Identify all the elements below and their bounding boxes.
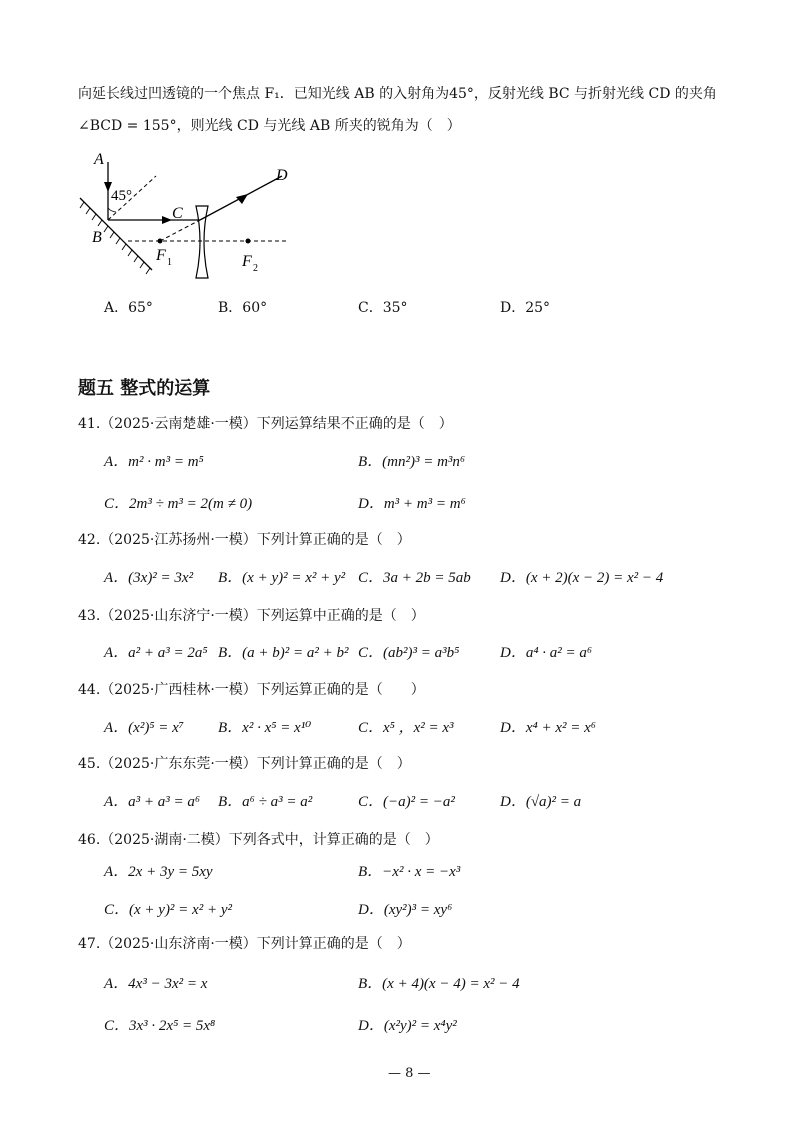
q44-option-a: A．(x²)⁵ = x⁷ xyxy=(104,720,185,736)
q45-option-a: A．a³ + a³ = a⁶ xyxy=(104,794,201,810)
q44-option-c: C．x⁵ ，x² = x³ xyxy=(358,720,454,736)
q46-option-a: A．2x + 3y = 5xy xyxy=(104,864,213,880)
ray-cd-arrow xyxy=(236,194,248,204)
page-number: — 8 — xyxy=(388,1066,431,1081)
q46-option-b: B．−x² · x = −x³ xyxy=(358,864,461,880)
q47-option-d: D．(x²y)² = x⁴y² xyxy=(358,1018,457,1034)
q47-stem: 47.（2025·山东济南·一模）下列计算正确的是（ ） xyxy=(78,936,411,952)
q42-option-b: B．(x + y)² = x² + y² xyxy=(218,570,346,586)
q42-stem: 42.（2025·江苏扬州·一模）下列计算正确的是（ ） xyxy=(78,532,411,548)
q42-option-c: C．3a + 2b = 5ab xyxy=(358,570,471,586)
q41-option-c: C．2m³ ÷ m³ = 2(m ≠ 0) xyxy=(104,496,253,512)
q41-option-a: A．m² · m³ = m⁵ xyxy=(104,454,204,470)
q41-option-b: B．(mn²)³ = m³n⁶ xyxy=(358,454,466,470)
q42-option-a: A．(3x)² = 3x² xyxy=(104,570,194,586)
focal-point-f1 xyxy=(158,239,163,244)
q47-option-b: B．(x + 4)(x − 4) = x² − 4 xyxy=(358,976,520,992)
section-title: 题五 整式的运算 xyxy=(78,378,211,399)
q44-option-b: B．x² · x⁵ = x¹⁰ xyxy=(218,720,312,736)
q46-option-c: C．(x + y)² = x² + y² xyxy=(104,902,232,918)
label-c: C xyxy=(172,205,183,222)
q41-stem: 41.（2025·云南楚雄·一模）下列运算结果不正确的是（ ） xyxy=(78,416,453,432)
label-angle: 45° xyxy=(111,188,132,204)
angle-arc xyxy=(108,208,116,212)
q47-option-c: C．3x³ · 2x⁵ = 5x⁸ xyxy=(104,1018,216,1034)
q43-stem: 43.（2025·山东济宁·一模）下列运算中正确的是（ ） xyxy=(78,608,425,624)
q45-option-d: D．(√a)² = a xyxy=(500,794,582,810)
label-a: A xyxy=(94,151,104,168)
intro-line-2: ∠BCD = 155°，则光线 CD 与光线 AB 所夹的锐角为（ ） xyxy=(78,118,461,134)
q44-option-d: D．x⁴ + x² = x⁶ xyxy=(500,720,596,736)
label-d: D xyxy=(276,167,288,184)
q40-option-d: D．25° xyxy=(500,300,551,316)
q41-option-d: D．m³ + m³ = m⁶ xyxy=(358,496,466,512)
q40-option-c: C．35° xyxy=(358,300,408,316)
mirror-hatching xyxy=(80,202,150,274)
label-f1: F xyxy=(156,247,166,264)
q47-option-a: A．4x³ − 3x² = x xyxy=(104,976,208,992)
intro-line-1: 向延长线过凹透镜的一个焦点 F₁．已知光线 AB 的入射角为45°，反射光线 BC 与折射光线 CD 的夹角 xyxy=(78,86,717,102)
focal-point-f2 xyxy=(246,239,251,244)
q43-option-b: B．(a + b)² = a² + b² xyxy=(218,645,349,661)
q46-stem: 46.（2025·湖南·二模）下列各式中，计算正确的是（ ） xyxy=(78,832,439,848)
label-f1-sub: 1 xyxy=(167,257,172,268)
mirror-line xyxy=(80,198,152,270)
q43-option-a: A．a² + a³ = 2a⁵ xyxy=(104,645,208,661)
ray-bc-arrow xyxy=(162,216,172,224)
q42-option-d: D．(x + 2)(x − 2) = x² − 4 xyxy=(500,570,664,586)
label-f2: F xyxy=(242,253,252,270)
q43-option-d: D．a⁴ · a² = a⁶ xyxy=(500,645,593,661)
label-f2-sub: 2 xyxy=(253,263,258,274)
q44-stem: 44.（2025·广西桂林·一模）下列运算正确的是（ ） xyxy=(78,682,425,698)
q46-option-d: D．(xy²)³ = xy⁶ xyxy=(358,902,453,918)
q40-option-b: B．60° xyxy=(218,300,268,316)
q45-stem: 45.（2025·广东东莞·一模）下列计算正确的是（ ） xyxy=(78,756,411,772)
q43-option-c: C．(ab²)³ = a³b⁵ xyxy=(358,645,460,661)
q45-option-c: C．(−a)² = −a² xyxy=(358,794,455,810)
q40-option-a: A．65° xyxy=(104,300,153,316)
label-b: B xyxy=(92,229,102,246)
back-extension xyxy=(160,220,200,241)
q45-option-b: B．a⁶ ÷ a³ = a² xyxy=(218,794,313,810)
optics-figure xyxy=(70,148,300,288)
